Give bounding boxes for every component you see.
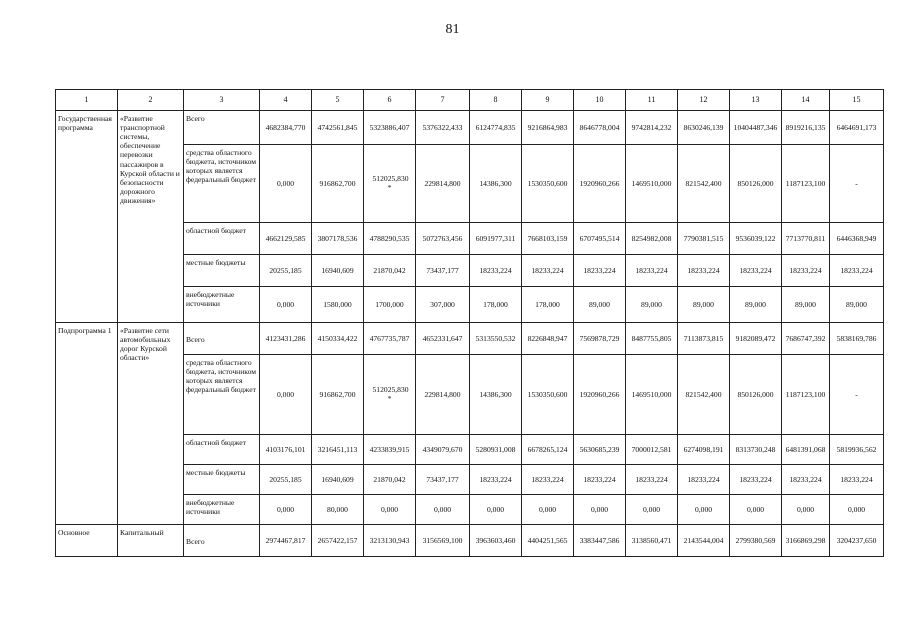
- value-cell: 18233,224: [830, 465, 884, 495]
- value-cell: 307,000: [416, 287, 470, 323]
- value-cell: 6464691,173: [830, 111, 884, 145]
- value-cell: 20255,185: [260, 465, 312, 495]
- program-name-cell: «Развитие сети автомобильных дорог Курской области»: [118, 323, 184, 525]
- value-cell: 229814,800: [416, 145, 470, 223]
- value-cell: 21870,042: [364, 465, 416, 495]
- value-cell: 0,000: [416, 495, 470, 525]
- value-cell: 4662129,585: [260, 223, 312, 255]
- value-cell: 16940,609: [312, 255, 364, 287]
- value-cell: 14386,300: [470, 145, 522, 223]
- value-cell: 5838169,786: [830, 323, 884, 355]
- value-cell: 8226848,947: [522, 323, 574, 355]
- value-cell: [364, 355, 416, 435]
- value-cell: 0,000: [678, 495, 730, 525]
- value-cell: 18233,224: [626, 465, 678, 495]
- value-cell: 3138560,471: [626, 525, 678, 557]
- program-name-cell: «Развитие транспортной системы, обеспечение перевозки пассажиров в Курской области и безопасности дорожного движения»: [118, 111, 184, 323]
- value-cell: 6707495,514: [574, 223, 626, 255]
- page-number: 81: [445, 22, 460, 37]
- value-cell: 73437,177: [416, 255, 470, 287]
- value-cell: 18233,224: [678, 255, 730, 287]
- value-cell: 9742814,232: [626, 111, 678, 145]
- value-cell: 0,000: [260, 287, 312, 323]
- value-cell: 0,000: [470, 495, 522, 525]
- value-cell: 89,000: [730, 287, 782, 323]
- value-cell: 5280931,008: [470, 435, 522, 465]
- value-cell: 1469510,000: [626, 355, 678, 435]
- value-cell: [730, 111, 782, 145]
- value-cell: 229814,800: [416, 355, 470, 435]
- value-cell: 18233,224: [470, 465, 522, 495]
- value-cell: 89,000: [626, 287, 678, 323]
- value-cell: 6446368,949: [830, 223, 884, 255]
- value-cell: 0,000: [574, 495, 626, 525]
- value-cell: -: [830, 145, 884, 223]
- value-cell: 5819936,562: [830, 435, 884, 465]
- value-cell: 0,000: [260, 495, 312, 525]
- value-cell: 14386,300: [470, 355, 522, 435]
- column-header: 5: [312, 90, 364, 111]
- value-cell: 0,000: [260, 355, 312, 435]
- value-cell: 0,000: [730, 495, 782, 525]
- value-cell: 7113873,815: [678, 323, 730, 355]
- value-cell: 5072763,456: [416, 223, 470, 255]
- value-cell: 1920960,266: [574, 355, 626, 435]
- status-cell: Подпрограмма 1: [56, 323, 118, 525]
- value-cell: 3204237,650: [830, 525, 884, 557]
- value-cell: 8254982,008: [626, 223, 678, 255]
- value-cell: 4233839,915: [364, 435, 416, 465]
- value-cell: 8919216,135: [782, 111, 830, 145]
- value-cell: 3383447,586: [574, 525, 626, 557]
- value-cell: 18233,224: [470, 255, 522, 287]
- column-header: 7: [416, 90, 470, 111]
- value-cell: 3807178,536: [312, 223, 364, 255]
- source-cell: Всего: [184, 111, 260, 145]
- value-cell: 73437,177: [416, 465, 470, 495]
- value-cell: 4123431,286: [260, 323, 312, 355]
- value-cell: 4349079,670: [416, 435, 470, 465]
- source-cell: Всего: [184, 323, 260, 355]
- value-cell: 80,000: [312, 495, 364, 525]
- value-cell: 6678265,124: [522, 435, 574, 465]
- value-cell: 18233,224: [626, 255, 678, 287]
- value-cell: 7569878,729: [574, 323, 626, 355]
- source-cell: областной бюджет: [184, 435, 260, 465]
- source-cell: областной бюджет: [184, 223, 260, 255]
- value-cell: 7668103,159: [522, 223, 574, 255]
- wrapped-value: 512025,830 *: [372, 385, 409, 403]
- value-cell: 18233,224: [522, 255, 574, 287]
- value-cell: 9182089,472: [730, 323, 782, 355]
- value-cell: 916862,700: [312, 355, 364, 435]
- status-cell: Государственная программа: [56, 111, 118, 323]
- value-cell: 18233,224: [830, 255, 884, 287]
- value-cell: [364, 145, 416, 223]
- column-header: 9: [522, 90, 574, 111]
- value-cell: 7790381,515: [678, 223, 730, 255]
- source-cell: местные бюджеты: [184, 465, 260, 495]
- column-header: 11: [626, 90, 678, 111]
- value-cell: 20255,185: [260, 255, 312, 287]
- value-cell: 18233,224: [574, 465, 626, 495]
- status-cell: Основное: [56, 525, 118, 557]
- value-cell: 0,000: [522, 495, 574, 525]
- value-cell: 8630246,139: [678, 111, 730, 145]
- source-cell: Всего: [184, 525, 260, 557]
- value-cell: 16940,609: [312, 465, 364, 495]
- value-cell: 89,000: [782, 287, 830, 323]
- value-cell: 5376322,433: [416, 111, 470, 145]
- value-cell: 4652331,647: [416, 323, 470, 355]
- value-cell: 18233,224: [782, 255, 830, 287]
- value-cell: 2974467,817: [260, 525, 312, 557]
- value-cell: 6481391,068: [782, 435, 830, 465]
- column-number-row: [56, 90, 884, 111]
- value-cell: 21870,042: [364, 255, 416, 287]
- value-cell: 89,000: [574, 287, 626, 323]
- value-cell: 5313550,532: [470, 323, 522, 355]
- source-cell: внебюджетные источники: [184, 287, 260, 323]
- value-cell: 4742561,845: [312, 111, 364, 145]
- value-cell: 0,000: [260, 145, 312, 223]
- source-cell: средства областного бюджета, источником которых является федеральный бюджет: [184, 355, 260, 435]
- value-cell: 2143544,004: [678, 525, 730, 557]
- value-cell: 18233,224: [730, 465, 782, 495]
- value-cell: 850126,000: [730, 145, 782, 223]
- value-cell: 2657422,157: [312, 525, 364, 557]
- value-cell: 4103176,101: [260, 435, 312, 465]
- value-cell: 3166869,298: [782, 525, 830, 557]
- value-cell: 0,000: [782, 495, 830, 525]
- value-cell: 4404251,565: [522, 525, 574, 557]
- table-row: [56, 111, 884, 145]
- value-cell: 18233,224: [574, 255, 626, 287]
- value-cell: 3156569,100: [416, 525, 470, 557]
- column-header: 15: [830, 90, 884, 111]
- column-header: 10: [574, 90, 626, 111]
- value-cell: 18233,224: [730, 255, 782, 287]
- value-cell: 1700,000: [364, 287, 416, 323]
- source-cell: средства областного бюджета, источником которых является федеральный бюджет: [184, 145, 260, 223]
- table-row: [56, 525, 884, 557]
- value-cell: 89,000: [678, 287, 730, 323]
- value-cell: 178,000: [470, 287, 522, 323]
- value-cell: 821542,400: [678, 355, 730, 435]
- value-cell: 1530350,600: [522, 355, 574, 435]
- wrapped-value: 512025,830 *: [372, 174, 409, 192]
- column-header: 3: [184, 90, 260, 111]
- value-cell: 9536039,122: [730, 223, 782, 255]
- value-cell: 6091977,311: [470, 223, 522, 255]
- value-cell: 821542,400: [678, 145, 730, 223]
- value-cell: 1187123,100: [782, 355, 830, 435]
- value-cell: 1580,000: [312, 287, 364, 323]
- column-header: 13: [730, 90, 782, 111]
- value-cell: 178,000: [522, 287, 574, 323]
- value-cell: 1469510,000: [626, 145, 678, 223]
- budget-table: [55, 89, 884, 557]
- value-cell: 3963603,460: [470, 525, 522, 557]
- value-cell: 18233,224: [678, 465, 730, 495]
- program-name-cell: Капитальный: [118, 525, 184, 557]
- value-cell: 4767735,787: [364, 323, 416, 355]
- value-cell: 6124774,835: [470, 111, 522, 145]
- table-row: [56, 323, 884, 355]
- value-cell: 18233,224: [782, 465, 830, 495]
- value-cell: 9216864,983: [522, 111, 574, 145]
- wrapped-value: 10404487,346: [733, 122, 778, 132]
- column-header: 2: [118, 90, 184, 111]
- column-header: 1: [56, 90, 118, 111]
- column-header: 6: [364, 90, 416, 111]
- source-cell: местные бюджеты: [184, 255, 260, 287]
- value-cell: 89,000: [830, 287, 884, 323]
- value-cell: 8313730,248: [730, 435, 782, 465]
- source-cell: внебюджетные источники: [184, 495, 260, 525]
- value-cell: 3216451,113: [312, 435, 364, 465]
- value-cell: 1187123,100: [782, 145, 830, 223]
- value-cell: 7686747,392: [782, 323, 830, 355]
- value-cell: 1530350,600: [522, 145, 574, 223]
- value-cell: 5323886,407: [364, 111, 416, 145]
- value-cell: 4788290,535: [364, 223, 416, 255]
- value-cell: 3213130,943: [364, 525, 416, 557]
- value-cell: 4150334,422: [312, 323, 364, 355]
- value-cell: 1920960,266: [574, 145, 626, 223]
- column-header: 12: [678, 90, 730, 111]
- column-header: 4: [260, 90, 312, 111]
- value-cell: 6274098,191: [678, 435, 730, 465]
- value-cell: 5630685,239: [574, 435, 626, 465]
- value-cell: 18233,224: [522, 465, 574, 495]
- value-cell: 7713770,811: [782, 223, 830, 255]
- column-header: 8: [470, 90, 522, 111]
- value-cell: 4682384,770: [260, 111, 312, 145]
- value-cell: -: [830, 355, 884, 435]
- value-cell: 7000012,581: [626, 435, 678, 465]
- value-cell: 916862,700: [312, 145, 364, 223]
- value-cell: 850126,000: [730, 355, 782, 435]
- value-cell: 0,000: [364, 495, 416, 525]
- value-cell: 8487755,805: [626, 323, 678, 355]
- value-cell: 0,000: [626, 495, 678, 525]
- value-cell: 8646778,004: [574, 111, 626, 145]
- value-cell: 0,000: [830, 495, 884, 525]
- value-cell: 2799380,569: [730, 525, 782, 557]
- column-header: 14: [782, 90, 830, 111]
